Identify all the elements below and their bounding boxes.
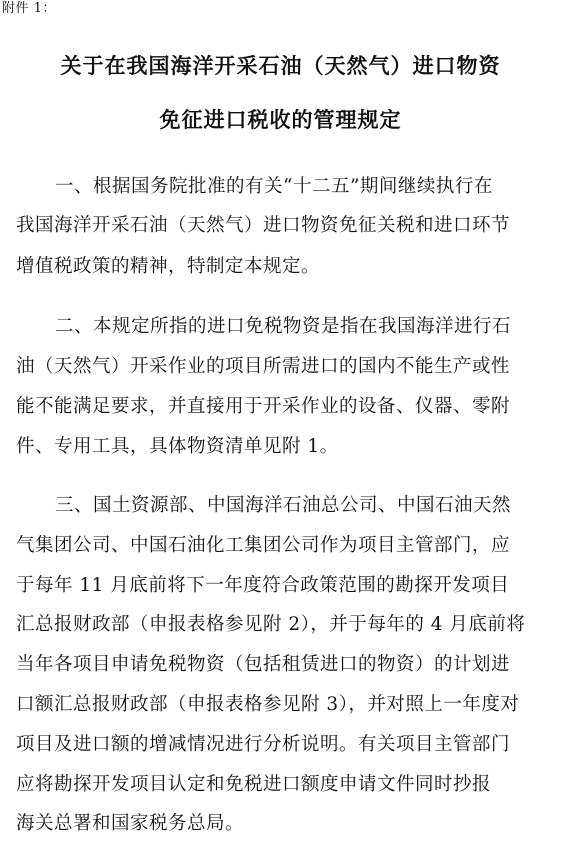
- paragraph-2-line-4: 件、专用工具，具体物资清单见附 1。: [16, 436, 339, 457]
- paragraph-2-line-1: 二、本规定所指的进口免税物资是指在我国海洋进行石: [55, 316, 512, 337]
- paragraph-3-line-4: 汇总报财政部（申报表格参见附 2），并于每年的 4 月底前将: [16, 614, 526, 635]
- document-title-line-2: 免征进口税收的管理规定: [159, 107, 402, 132]
- paragraph-3-line-2: 气集团公司、中国石油化工集团公司作为项目主管部门，应: [16, 535, 511, 556]
- paragraph-1-line-3: 增值税政策的精神，特制定本规定。: [16, 256, 321, 277]
- paragraph-3-line-9: 海关总署和国家税务总局。: [16, 813, 245, 834]
- paragraph-1-line-2: 我国海洋开采石油（天然气）进口物资免征关税和进口环节: [16, 215, 511, 236]
- attachment-label: 附件 1：: [2, 1, 56, 16]
- document-title-line-1: 关于在我国海洋开采石油（天然气）进口物资: [60, 53, 501, 78]
- paragraph-1-line-1: 一、根据国务院批准的有关“十二五”期间继续执行在: [55, 176, 493, 197]
- paragraph-3-line-6: 口额汇总报财政部（申报表格参见附 3），并对照上一年度对: [16, 694, 520, 715]
- paragraph-3-line-5: 当年各项目申请免税物资（包括租赁进口的物资）的计划进: [16, 654, 511, 675]
- paragraph-3-line-1: 三、国土资源部、中国海洋石油总公司、中国石油天然: [55, 495, 512, 516]
- paragraph-3-line-3: 于每年 11 月底前将下一年度符合政策范围的勘探开发项目: [16, 575, 510, 596]
- paragraph-2-line-3: 能不能满足要求，并直接用于开采作业的设备、仪器、零附: [16, 396, 511, 417]
- paragraph-2-line-2: 油（天然气）开采作业的项目所需进口的国内不能生产或性: [16, 356, 511, 377]
- paragraph-3-line-8: 应将勘探开发项目认定和免税进口额度申请文件同时抄报: [16, 774, 492, 795]
- paragraph-3-line-7: 项目及进口额的增减情况进行分析说明。有关项目主管部门: [16, 734, 511, 755]
